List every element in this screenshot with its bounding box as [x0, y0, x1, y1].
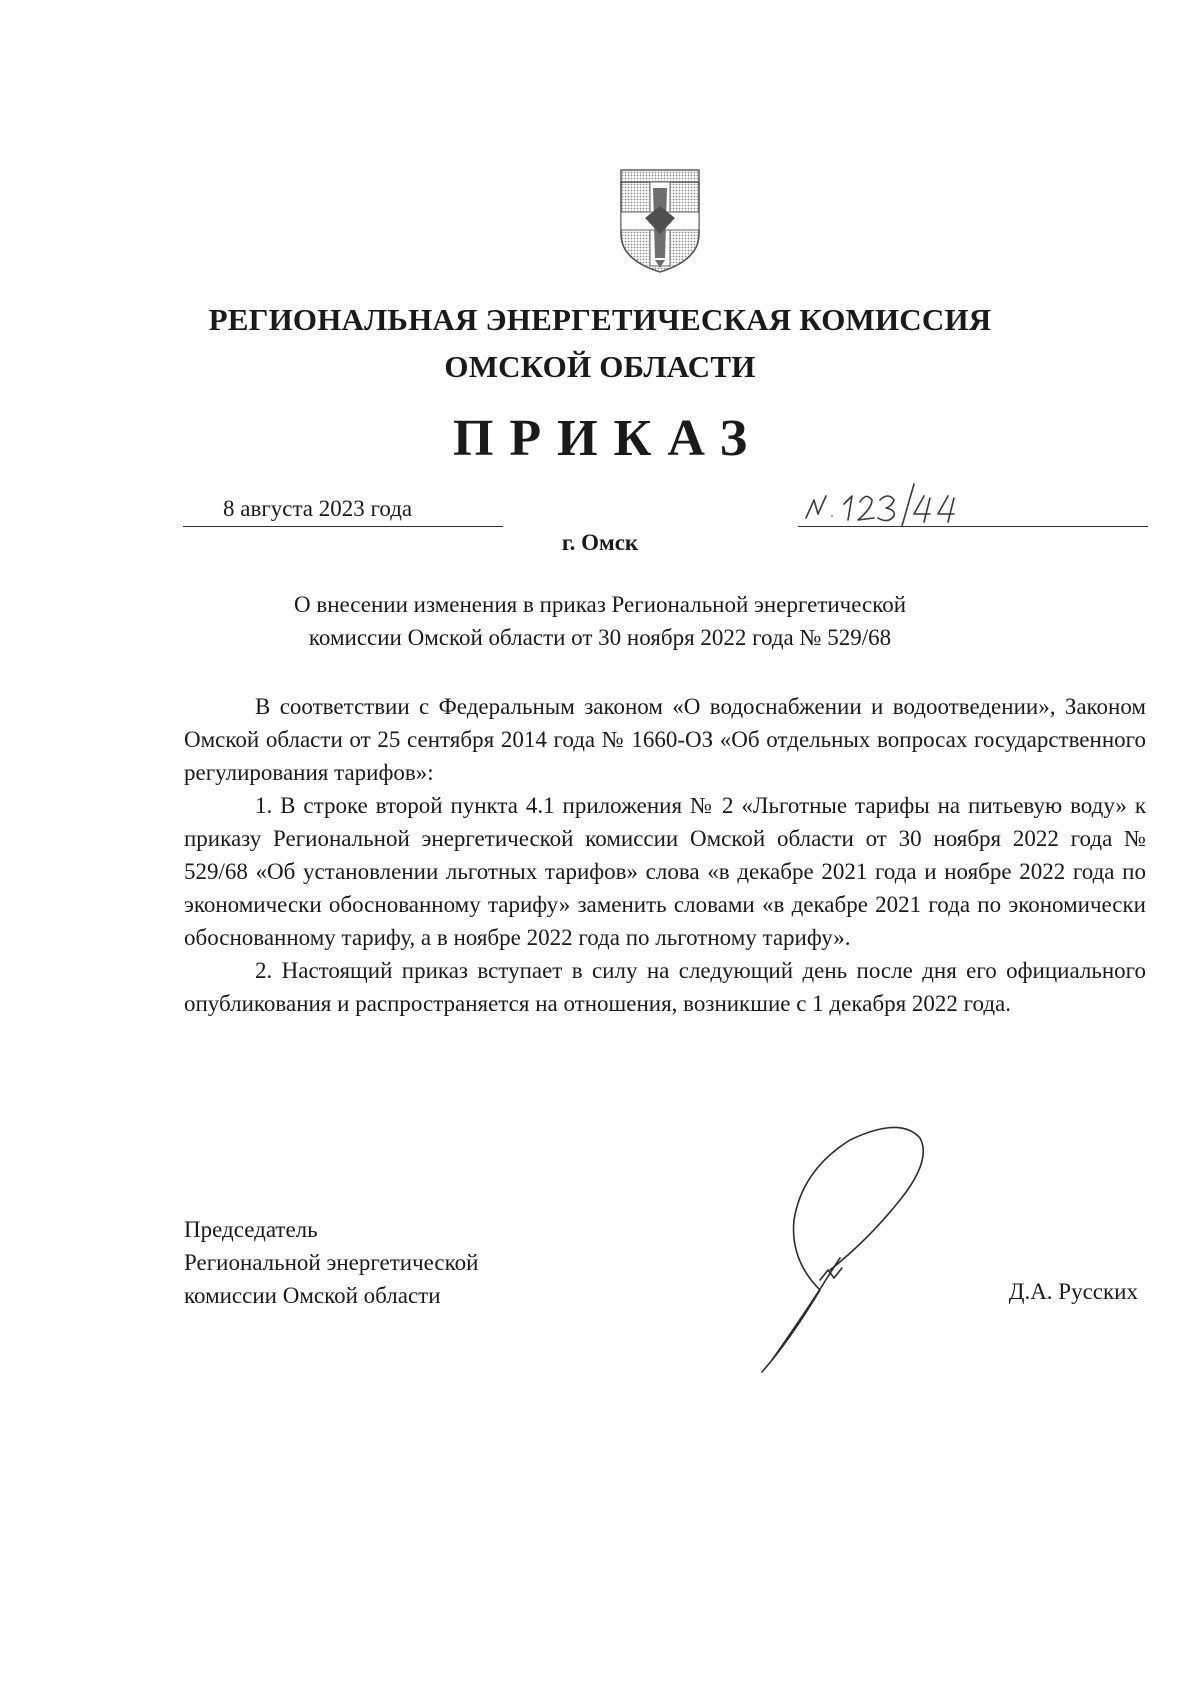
order-date: 8 августа 2023 года: [223, 496, 413, 521]
order-body: [184, 690, 1146, 1020]
body-item-1: 1. В строке второй пункта 4.1 приложения № 2 «Льготные тарифы на питьевую воду» к приказу Региональной энергетической комиссии Омской области от 30 ноября 2022 года № 529/68 «Об установлении льготных тарифов» слова «в декабре 2021 года и ноябре 2022 года по экономически обоснованному тарифу» заменить словами «в декабре 2021 года по экономически обоснованному тарифу, а в ноябре 2022 года по льготному тарифу».: [184, 793, 1146, 950]
order-city: г. Омск: [561, 530, 639, 555]
position-line3: комиссии Омской области: [184, 1283, 441, 1308]
document-type-title: ПРИКАЗ: [452, 410, 764, 467]
subject-line1: О внесении изменения в приказ Региональной энергетической: [293, 592, 907, 617]
position-line1: Председатель: [184, 1217, 318, 1242]
order-date-field: [183, 496, 503, 527]
organization-name-line2: ОМСКОЙ ОБЛАСТИ: [444, 349, 756, 384]
organization-name-line1: РЕГИОНАЛЬНАЯ ЭНЕРГЕТИЧЕСКАЯ КОМИССИЯ: [208, 302, 992, 337]
order-number: [998, 496, 1002, 497]
coat-of-arms-icon: [615, 168, 705, 276]
subject-line2: комиссии Омской области от 30 ноября 2022 года № 529/68: [308, 625, 892, 650]
signatory-name: Д.А. Русских: [1008, 1279, 1138, 1304]
order-number-field: [798, 496, 1148, 527]
position-line2: Региональной энергетической: [184, 1250, 479, 1275]
handwritten-order-number: [802, 474, 972, 528]
order-subject: [0, 588, 1200, 654]
body-item-2: 2. Настоящий приказ вступает в силу на следующий день после дня его официального опубликования и распространяется на отношения, возникшие с 1 декабря 2022 года.: [184, 958, 1146, 1016]
handwritten-signature: [750, 1110, 970, 1390]
body-preamble: В соответствии с Федеральным законом «О водоснабжении и водоотведении», Законом Омской области от 25 сентября 2014 года № 1660-ОЗ «Об отдельных вопросах государственного регулирования тарифов»:: [184, 694, 1146, 785]
